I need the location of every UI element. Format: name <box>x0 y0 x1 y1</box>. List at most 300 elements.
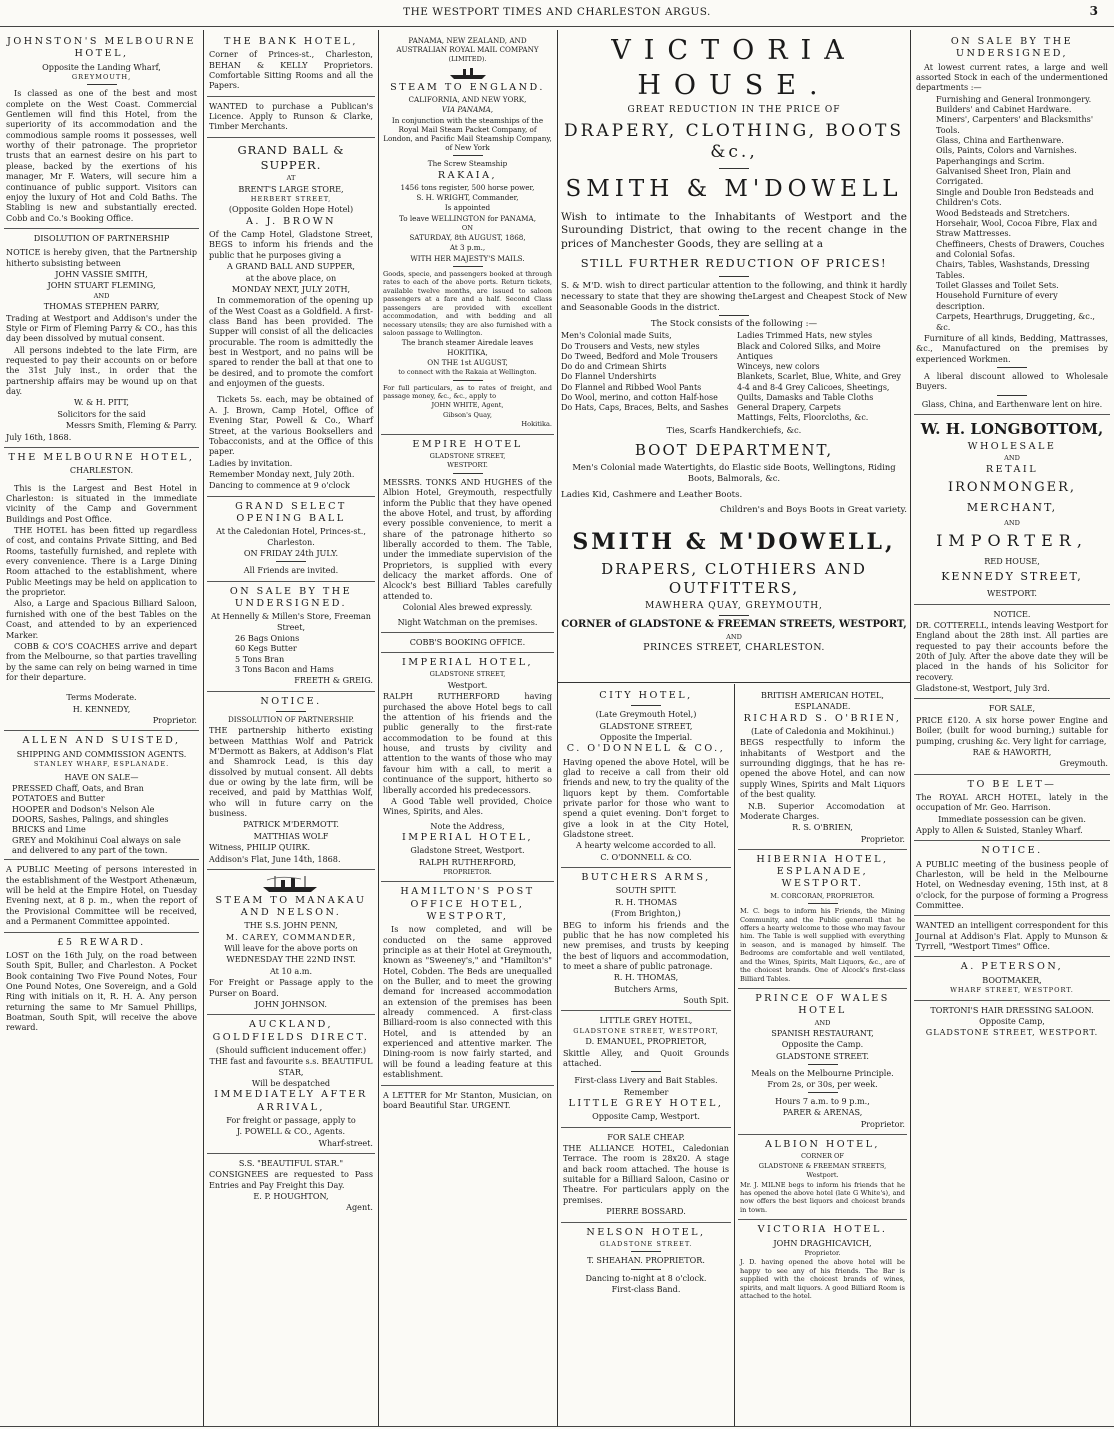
ad-text: A GRAND BALL AND SUPPER, <box>227 261 355 272</box>
bank-hotel-ad <box>207 32 375 97</box>
ad-body: WANTED an intelligent correspondent for this Journal at Addison's Flat. Apply to Munson & Tyrrell, "Westport Times" Office. <box>916 920 1108 952</box>
ad-text: Children's and Boys Boots in Great variety. <box>719 504 907 515</box>
hamiltons-hotel-ad <box>381 882 554 1085</box>
ad-heading: S.S. "BEAUTIFUL STAR." <box>238 1157 344 1168</box>
divider <box>719 315 749 316</box>
ironmongery-sale-ad <box>914 32 1110 415</box>
ad-body: THE HOTEL has been fitted up regardless of cost, and contains Private Sitting, and Bed Rooms, tastefully furnished, and replete with every convenience. There is a Large Dining Room attached to the establishment, where Public Meetings may be held on application to the proprietor. <box>6 524 197 598</box>
ad-text: (From Brighton,) <box>611 908 681 919</box>
signature: M. CORCORAN, PROPRIETOR. <box>770 891 875 900</box>
signature: JOHN DRAGHICAVICH, <box>773 1237 872 1248</box>
goods-list <box>209 633 373 674</box>
ad-heading: ON SALE BY THE UNDERSIGNED. <box>229 585 353 609</box>
ad-body: WANTED to purchase a Publican's Licence. Apply to Runson & Clarke, Timber Merchants. <box>209 100 373 132</box>
list-item: Do do and Crimean Shirts <box>561 362 667 372</box>
ad-heading: STEAM TO MANAKAU AND NELSON. <box>215 894 367 919</box>
progress-committee-notice-ad <box>914 841 1110 916</box>
ad-heading: £5 REWARD. <box>57 936 146 948</box>
ad-text: SPANISH RESTAURANT, <box>771 1028 874 1039</box>
list-item: Do Wool, merino, and cotton Half-hose <box>561 392 718 402</box>
list-item: Do Trousers and Vests, new styles <box>561 341 700 351</box>
list-item: Do Flannel Undershirts <box>561 372 657 382</box>
ad-text: RETAIL <box>985 463 1039 475</box>
ad-body: S. & M'D. wish to direct particular attention to the following, and think it hardly necessary to state that they are showing theLargest and Cheapest Stock of New and Seasonable Goods in the district. <box>561 280 907 312</box>
ad-heading: BUTCHERS ARMS, <box>581 872 711 884</box>
reward-ad <box>4 933 199 1038</box>
signature-clients: Messrs Smith, Fleming & Parry. <box>65 420 197 431</box>
divider <box>87 479 117 480</box>
empire-hotel-ad <box>381 435 554 633</box>
ad-heading: LITTLE GREY HOTEL, <box>568 1098 724 1110</box>
ad-address: WHARF STREET, WESTPORT. <box>950 986 1074 995</box>
auckland-goldfields-ad <box>207 1015 375 1154</box>
steam-manakau-ad <box>207 870 375 1015</box>
ad-text: BRENT'S LARGE STORE, <box>238 183 344 194</box>
little-grey-hotel-ad <box>561 1011 731 1127</box>
ad-text: The branch steamer Airedale leaves HOKITIKA, <box>401 338 534 357</box>
signature: H. KENNEDY, <box>72 703 131 714</box>
ad-body: BEG to inform his friends and the public that he has now completed his new premises, and trusts by keeping the best of liquors and accommodation, to meet a share of public patronage. <box>563 919 729 971</box>
list-item: Glass, China and Earthenware. <box>936 135 1064 146</box>
ad-address: CORNER of GLADSTONE & FREEMAN STREETS, WESTPORT, <box>561 619 907 631</box>
ad-text: Apply to Allen & Suisted, Stanley Wharf. <box>916 824 1083 835</box>
list-item: POTATOES and Butter <box>12 793 105 804</box>
ad-text: (LIMITED). <box>448 55 487 64</box>
ad-heading: IMMEDIATELY AFTER ARRIVAL, <box>214 1089 368 1113</box>
ad-body: At lowest current rates, a large and well assorted Stock in each of the undermentioned departments :— <box>916 61 1108 93</box>
ad-heading: COBB'S BOOKING OFFICE. <box>409 636 526 647</box>
signature-role: Proprietor. <box>860 1118 905 1129</box>
list-item: HOOPER and Dodson's Nelson Ale <box>12 803 155 814</box>
list-item: Cheffineers, Chests of Drawers, Couches and Colonial Sofas. <box>936 238 1105 259</box>
ad-text: Ladies Kid, Cashmere and Leather Boots. <box>561 489 743 500</box>
ad-body: Goods, specie, and passengers booked at through rates to each of the above ports. Return tickets, available twelve months, are issued to saloon passengers at a fare and a half. Second Class passengers are provided with excellent accommodation, and with bedding and all necessary utensils; they are also furnished with a saloon passage to Wellington. <box>383 269 552 337</box>
ad-place: Hokitika. <box>521 420 552 429</box>
nelson-hotel-ad <box>561 1223 731 1300</box>
bakers-dissolution-ad <box>207 692 375 870</box>
ad-heading: JOHNSTON'S MELBOURNE HOTEL, <box>7 36 196 60</box>
divider <box>453 266 483 267</box>
partner-name: JOHN STUART FLEMING, <box>47 280 156 291</box>
column-2 <box>207 32 375 1424</box>
ad-body: Meals on the Melbourne Principle. From 2s, or 30s, per week. <box>751 1068 894 1089</box>
conjunction: AND <box>93 291 110 300</box>
ad-body: For Freight or Passage apply to the Purser on Board. <box>209 977 373 998</box>
stock-list-ladies <box>737 331 907 423</box>
ad-text: CALIFORNIA, AND NEW YORK, <box>408 95 527 105</box>
ad-address: KENNEDY STREET, <box>941 570 1083 584</box>
ad-heading: DRAPERS, CLOTHIERS AND OUTFITTERS, <box>601 560 867 598</box>
ad-heading: LITTLE GREY HOTEL, <box>599 1015 693 1026</box>
ad-text: Opposite Camp, <box>979 1015 1045 1026</box>
witness: Witness, PHILIP QUIRK. <box>209 842 311 853</box>
signature: JOHN JOHNSON. <box>255 998 327 1009</box>
list-item: 4-4 and 8-4 Grey Calicoes, Sheetings, <box>737 382 890 392</box>
ad-text: WHOLESALE <box>967 441 1057 453</box>
ad-subheading: Opposite the Landing Wharf, <box>42 61 161 72</box>
signature: PARER & ARENAS, <box>782 1107 863 1118</box>
page-header <box>0 0 1114 27</box>
butchers-arms-ad <box>561 868 731 1011</box>
list-item: Horsehair, Wool, Cocoa Fibre, Flax and Straw Mattresses. <box>936 217 1098 239</box>
ad-text: THE fast and favourite s.s. BEAUTIFUL STAR, <box>209 1056 373 1077</box>
ad-address: PRINCES STREET, CHARLESTON. <box>643 642 825 654</box>
ad-text: at the above place, on <box>245 272 337 283</box>
list-item: BRICKS and Lime <box>12 824 86 835</box>
ad-text: M. CAREY, COMMANDER, <box>225 931 357 942</box>
section-rule <box>557 682 910 683</box>
ad-heading: IMPERIAL HOTEL, <box>402 831 533 843</box>
partner-name: THOMAS STEPHEN PARRY, <box>43 301 160 312</box>
ad-body: Mr. J. MILNE begs to inform his friends that he has opened the above hotel (late G White's), and now offers the best liquors and choicest brands in town. <box>740 1180 905 1214</box>
ad-place: ESPLANADE. <box>794 701 851 712</box>
ad-body: CONSIGNEES are requested to Pass Entries and Pay Freight this Day. <box>209 1169 373 1190</box>
list-item: Do Flannel and Ribbed Wool Pants <box>561 382 702 392</box>
ad-body: Corner of Princes-st., Charleston, BEHAN & KELLY Proprietors. Comfortable Sitting Rooms and all the Papers. <box>209 49 373 91</box>
for-sale-cheap-ad <box>561 1128 731 1223</box>
ad-body: BEGS respectfully to inform the inhabitants of Westport and the surrounding diggings, that he has re-opened the above Hotel, and can now supply Wines, Spirits and Malt Liquors of the best quality. <box>740 737 905 800</box>
list-item: 5 Tons Bran <box>235 653 285 664</box>
british-american-hotel-ad <box>738 686 907 850</box>
ad-name: C. O'DONNELL & CO., <box>566 743 726 755</box>
column-rule <box>557 30 558 1426</box>
divider <box>453 473 483 474</box>
ad-place: Greymouth. <box>1059 758 1108 769</box>
list-item: Do Hats, Caps, Braces, Belts, and Sashes <box>561 403 729 413</box>
ad-text: Dancing to-night at 8 o'clock. <box>585 1272 707 1283</box>
ad-heading: THE MELBOURNE HOTEL, <box>8 451 195 463</box>
ad-address: GLADSTONE STREET, <box>429 451 506 460</box>
ad-heading: BOOT DEPARTMENT, <box>634 441 834 460</box>
ad-heading: VICTORIA HOTEL. <box>757 1224 888 1236</box>
divider <box>87 84 117 85</box>
imperial-hotel-ad <box>381 653 554 882</box>
ad-place: WESTPORT. <box>447 461 488 470</box>
ad-body: Furniture of all kinds, Bedding, Mattrasses, &c., Manufactured on the premises by experienced Workmen. <box>916 332 1108 364</box>
longbottom-ad <box>914 415 1110 605</box>
ad-heading: NELSON HOTEL, <box>586 1226 706 1238</box>
ad-text: (Should sufficient inducement offer.) <box>215 1044 367 1055</box>
ad-text: Opposite the Camp. <box>781 1039 864 1050</box>
ad-text: Opposite the Imperial. <box>599 731 693 742</box>
ad-date: SATURDAY, 8th AUGUST, 1868, <box>409 233 526 243</box>
ad-body: The ROYAL ARCH HOTEL, lately in the occupation of Mr. Geo. Harrison. <box>916 791 1108 813</box>
ad-heading: IMPERIAL HOTEL, <box>402 657 533 669</box>
city-hotel-ad <box>561 686 731 868</box>
peterson-bootmaker-ad <box>914 957 1110 1000</box>
ad-body: Trading at Westport and Addison's under the Style or Firm of Fleming Parry & CO., has this day been dissolved by mutual consent. <box>6 312 197 344</box>
signature: RAE & HAWORTH, <box>972 746 1052 757</box>
ad-text: ON <box>461 223 474 232</box>
ad-text: The Screw Steamship <box>427 159 508 169</box>
ad-heading: MERCHANT, <box>966 500 1058 514</box>
ad-heading: GRAND SELECT OPENING BALL <box>235 500 347 524</box>
list-item: Blankets, Scarlet, Blue, White, and Grey <box>737 372 901 382</box>
list-item: Men's Colonial made Suits, <box>561 331 672 341</box>
ad-body: A LETTER for Mr Stanton, Musician, on board Beautiful Star. URGENT. <box>383 1089 552 1110</box>
ad-body: RALPH RUTHERFORD having purchased the above Hotel begs to call the attention of his friends and the public generally to the first-rate accommodation to be found at this house, and trusts by civility and attention to the wants of those who may favour him with a call, to merit a continuance of the support, hitherto so liberally accorded his predecessors. <box>383 691 552 795</box>
signature: JOHN WHITE, Agent, <box>431 401 504 410</box>
list-item: Galvanised Sheet Iron, Plain and Corrigated. <box>936 166 1071 187</box>
athenaeum-meeting-ad <box>4 860 199 932</box>
ad-text: 1456 tons register, 500 horse power, <box>400 182 535 192</box>
divider <box>631 705 661 706</box>
signature: E. P. HOUGHTON, <box>253 1190 329 1201</box>
ship-name: RAKAIA, <box>437 169 498 181</box>
dissolution-ad <box>4 229 199 448</box>
ad-text: First-class Band. <box>611 1283 681 1294</box>
list-item: DOORS, Sashes, Palings, and shingles <box>12 813 169 824</box>
list-item: 26 Bags Onions <box>235 632 300 643</box>
ad-text: THE S.S. JOHN PENN, <box>244 920 338 931</box>
ad-address: GLADSTONE & FREEMAN STREETS, <box>758 1161 887 1170</box>
column-1 <box>4 32 199 1424</box>
newspaper-title: THE WESTPORT TIMES AND CHARLESTON ARGUS. <box>403 6 711 18</box>
steamship-icon <box>448 66 488 80</box>
ad-body: Men's Colonial made Watertights, do Elastic side Boots, Wellingtons, Riding Boots, Balmorals, &c. <box>572 462 896 484</box>
bottom-rule <box>0 1426 1114 1427</box>
column-4 <box>561 686 731 1424</box>
ad-address: GLADSTONE STREET, <box>599 720 693 731</box>
tortoni-saloon-ad <box>914 1001 1110 1043</box>
conjunction: AND <box>1004 454 1020 463</box>
ad-body: DR. COTTERELL, intends leaving Westport for England about the 28th inst. All parties are requested to pay their accounts before the 20th of July. After the above date they will be placed in the hands of his Solicitor for recovery. <box>916 619 1108 682</box>
divider <box>808 1064 838 1065</box>
ad-address: GLADSTONE STREET, WESTPORT. <box>925 1027 1099 1038</box>
list-item: Oils, Paints, Colors and Varnishes. <box>936 145 1077 156</box>
ad-name: R. H. THOMAS <box>614 896 678 907</box>
ad-place: WESTPORT. <box>987 588 1037 599</box>
signature: PATRICK M'DERMOTT. <box>243 819 339 830</box>
ad-text: First-class Livery and Bait Stables. <box>574 1075 718 1086</box>
list-item: Do Tweed, Bedford and Mole Trousers <box>561 351 718 361</box>
cobbs-office-ad <box>381 633 554 653</box>
albion-hotel-ad <box>738 1135 907 1220</box>
conjunction: AND <box>814 1018 831 1027</box>
ad-date: July 16th, 1868. <box>6 431 72 442</box>
ad-text: Hours 7 a.m. to 9 p.m., <box>775 1095 870 1106</box>
divider <box>719 168 749 169</box>
goods-list <box>6 783 197 856</box>
ad-date: ON THE 1st AUGUST, <box>427 357 508 367</box>
ad-body: Having opened the above Hotel, will be glad to receive a call from their old friends and new, to try the quality of the liquors kept by them. Comfortable private parlor for those who want to spend a quiet evening. Don't forget to give a look in at the City Hotel, Gladstone street. <box>563 756 729 840</box>
ad-subheading: SHIPPING AND COMMISSION AGENTS. <box>16 748 187 759</box>
ad-text: Remember <box>623 1086 669 1097</box>
ad-place: Westport. <box>806 1171 839 1180</box>
ad-text: Night Watchman on the premises. <box>397 616 538 627</box>
signature-role: Solicitors for the said <box>57 408 146 419</box>
signature: D. EMANUEL, PROPRIETOR, <box>585 1036 707 1047</box>
ad-heading: PRINCE OF WALES HOTEL <box>755 993 890 1017</box>
ad-text: A hearty welcome accorded to all. <box>576 840 716 851</box>
ad-date: MONDAY NEXT, JULY 20TH, <box>231 283 351 294</box>
ad-text: Ladies by invitation. <box>209 457 293 468</box>
ad-text: Dancing to commence at 9 o'clock <box>209 480 350 491</box>
ad-text: Ties, Scarfs Handkerchiefs, &c. <box>666 424 802 435</box>
list-item: Household Furniture of every description. <box>936 290 1058 311</box>
ad-date: WEDNESDAY THE 22ND INST. <box>226 954 356 965</box>
ad-body: Skittle Alley, and Quoit Grounds attached. <box>563 1047 729 1068</box>
ad-text: (Late Greymouth Hotel,) <box>595 709 697 720</box>
signature: R. S. O'BRIEN, <box>792 822 853 833</box>
ad-heading: IRONMONGER, <box>947 480 1077 496</box>
ad-place: GREYMOUTH, <box>71 72 132 81</box>
divider <box>631 1251 661 1252</box>
divider <box>719 615 749 616</box>
ad-body: Tickets 5s. each, may be obtained of A. J. Brown, Camp Hotel, Office of Evening Star, Powell & Co., Wharf Street, at the various Booksellers and Tobacconists, and at the Office of this paper. <box>209 394 373 457</box>
ad-text: Will leave for the above ports on <box>224 943 358 954</box>
page-number: 3 <box>1089 4 1098 18</box>
list-item: Miners', Carpenters' and Blacksmiths' Tools. <box>936 114 1094 135</box>
ad-heading: HIBERNIA HOTEL, ESPLANADE, WESTPORT. <box>756 853 889 890</box>
list-item: Single and Double Iron Bedsteads and Children's Cots. <box>936 186 1094 208</box>
column-5 <box>738 686 907 1424</box>
firm-name: SMITH & M'DOWELL, <box>572 528 896 555</box>
ad-date: Gladstone-st, Westport, July 3rd. <box>916 683 1050 694</box>
ad-heading: FOR SALE, <box>988 703 1036 714</box>
panama-mail-ad <box>381 32 554 435</box>
to-let-ad <box>914 775 1110 842</box>
ad-address: STANLEY WHARF, ESPLANADE. <box>33 760 170 769</box>
ad-name: RICHARD S. O'BRIEN, <box>743 712 902 724</box>
victoria-house-ad <box>561 32 907 682</box>
list-item: Winceys, new colors <box>737 362 820 372</box>
ad-subheading: HAVE ON SALE— <box>64 771 139 782</box>
ad-heading: AUCKLAND, GOLDFIELDS DIRECT. <box>212 1019 370 1043</box>
column-3 <box>381 32 554 1424</box>
ad-body: This is the Largest and Best Hotel in Charleston: is situated in the immediate vicinity of the Camp and Government Buildings and Post Office. <box>6 482 197 524</box>
ad-heading: GRAND BALL & SUPPER. <box>237 142 345 172</box>
departments-list <box>916 94 1108 332</box>
ad-place: Westport. <box>447 679 488 690</box>
ad-body: Wish to intimate to the Inhabitants of Westport and the Surounding District, that owing to the recent change in the prices of Manchester Goods, they are selling at a <box>561 210 907 250</box>
divider <box>453 155 483 156</box>
wanted-licence-ad <box>207 97 375 138</box>
ad-heading: STEAM TO ENGLAND. <box>390 81 545 93</box>
list-item: Quilts, Damasks and Table Cloths <box>737 392 874 402</box>
signature: RALPH RUTHERFORD, <box>419 856 516 867</box>
ad-body: LOST on the 16th July, on the road between South Spit, Buller, and Charleston. A Pocket Book containing Two Five Pound Notes, Four One Pound Notes, One Sovereign, and a Gold Ring with initials on it, R. H. A. Any person returning the same to Mr Samuel Phillips, Boatman, South Spit, will receive the above reward. <box>6 949 197 1033</box>
ad-text: At 3 p.m., <box>449 243 486 253</box>
list-item: GREY and Mokihinui Coal always on sale and delivered to any part of the town. <box>12 834 181 856</box>
ad-heading: TORTONI'S HAIR DRESSING SALOON. <box>930 1004 1094 1015</box>
ad-text: N.B. Superior Accomodation at Moderate Charges. <box>740 800 905 821</box>
ad-subheading: DISSOLUTION OF PARTNERSHIP. <box>227 714 354 724</box>
ad-place: SOUTH SPITT. <box>615 885 677 896</box>
hibernia-hotel-ad <box>738 850 907 989</box>
ad-address: Opposite Camp, Westport. <box>592 1111 700 1122</box>
ad-body: Also, a Large and Spacious Billiard Saloon, furnished with one of the best Tables on the Coast, and attended to by an experienced Marker. <box>6 598 197 640</box>
ad-heading: BRITISH AMERICAN HOTEL, <box>761 690 884 700</box>
firm-name: W. H. LONGBOTTOM, <box>920 420 1104 439</box>
ad-heading: A. PETERSON, <box>960 961 1064 973</box>
ad-text: CORNER OF <box>800 1152 845 1161</box>
list-item: Paperhangings and Scrim. <box>936 155 1045 166</box>
signature: J. POWELL & CO., Agents. <box>236 1126 346 1137</box>
signature-role: PROPRIETOR. <box>443 867 492 876</box>
ad-body: COBB & CO'S COACHES arrive and depart from the Melbourne, so that parties travelling by the same can rely on being warned in time for their departure. <box>6 640 197 682</box>
ad-text: For freight or passage, apply to <box>226 1114 356 1125</box>
divider <box>276 561 306 562</box>
ad-body: MESSRS. TONKS AND HUGHES of the Albion Hotel, Greymouth, respectfully inform the Public that they have opened the above Hotel, and trust, by affording every possible convenience, to merit a share of the patronage hitherto so liberally accorded to them. The Table, under the immediate supervision of the Proprietors, is supplied with every delicacy the market affords. One of Alcock's best Billiard Tables carefully attended to. <box>383 476 552 601</box>
conjunction: AND <box>1004 518 1020 527</box>
signature: FREETH & GREIG. <box>294 675 373 686</box>
ad-heading: NOTICE. <box>993 608 1031 619</box>
ad-heading: ALLEN AND SUISTED, <box>22 735 181 747</box>
ad-heading: IMPORTER, <box>936 531 1088 551</box>
ad-body: A PUBLIC Meeting of persons interested in the establishment of the Westport Athenæum, will be held at the Empire Hotel, on Tuesday Evening next, at 8 p. m., when the report of the Provisional Committee will be received, and a Permanent Committee appointed. <box>6 864 197 927</box>
ad-heading: NOTICE. <box>981 845 1043 857</box>
signature: W. & H. PITT, <box>73 397 129 408</box>
column-rule <box>378 30 379 1426</box>
divider <box>719 276 749 277</box>
engine-for-sale-ad <box>914 699 1110 774</box>
signature: C. O'DONNELL & CO. <box>600 851 692 862</box>
prince-of-wales-hotel-ad <box>738 989 907 1135</box>
wanted-correspondent-ad <box>914 916 1110 957</box>
signature: R. H. THOMAS, <box>613 972 679 983</box>
ad-heading: EMPIRE HOTEL <box>412 438 523 450</box>
onions-sale-ad <box>207 582 375 692</box>
ad-body: NOTICE is hereby given, that the Partnership hitherto subsisting between <box>6 247 197 268</box>
divider <box>631 1071 661 1072</box>
list-item: Toilet Glasses and Toilet Sets. <box>936 280 1059 291</box>
ad-text: S. H. WRIGHT, Commander, <box>416 193 519 203</box>
ad-text: In conjunction with the steamships of the Royal Mail Steam Packet Company, of London, and Pacific Mail Steamship Company, of New York <box>383 115 552 153</box>
divider <box>631 1269 661 1270</box>
beautiful-star-ad <box>207 1154 375 1218</box>
ad-text: To leave WELLINGTON for PANAMA, <box>399 213 536 223</box>
ad-text: WITH HER MAJESTY'S MAILS. <box>410 253 525 263</box>
ad-body: J. D. having opened the above hotel will be happy to see any of his friends. The Bar is supplied with the choicest brands of wines, spirits, and malt liquors. A good Billiard Room is attached to the hotel. <box>740 1258 905 1301</box>
signature-role: Proprietor. <box>152 715 197 726</box>
ad-address: MAWHERA QUAY, GREYMOUTH, <box>645 600 823 611</box>
ad-heading: DISOLUTION OF PARTNERSHIP <box>33 233 170 243</box>
victoria-hotel-ad <box>738 1220 907 1305</box>
column-rule <box>910 30 911 1426</box>
ad-terms: Terms Moderate. <box>66 692 137 703</box>
column-rule <box>203 30 204 1426</box>
ad-text: A liberal discount allowed to Wholesale Buyers. <box>916 370 1108 392</box>
divider <box>997 367 1027 368</box>
list-item: Ladies Trimmed Hats, new styles <box>737 331 873 341</box>
list-item: Mattings, Felts, Floorcloths, &c. <box>737 413 869 423</box>
ad-place: CHARLESTON. <box>69 465 134 476</box>
ad-text: (Opposite Golden Hope Hotel) <box>228 204 354 215</box>
conjunction: AND <box>726 632 742 641</box>
grand-ball-ad <box>207 138 375 497</box>
signature-role: Proprietor. <box>860 833 905 844</box>
divider <box>808 903 838 904</box>
signature: MATTHIAS WOLF <box>253 830 329 841</box>
column-rule <box>734 684 735 1426</box>
letter-notice-ad <box>381 1086 554 1116</box>
stock-list-mens <box>561 331 731 423</box>
ad-address: Wharf-street. <box>318 1137 373 1148</box>
column-6 <box>914 32 1110 1424</box>
divider <box>997 395 1027 396</box>
list-item: Furnishing and General Ironmongery. <box>936 93 1092 104</box>
ad-date: ON FRIDAY 24th JULY. <box>243 547 339 558</box>
ad-name: A. J. BROWN <box>245 215 337 227</box>
ad-text: to connect with the Rakaia at Wellington. <box>398 368 537 377</box>
ad-text: Remember Monday next, July 20th. <box>209 468 355 479</box>
list-item: Wood Bedsteads and Stretchers. <box>936 207 1070 218</box>
ad-body: A PUBLIC meeting of the business people of Charleston, will be held in the Melbourne Hotel, on Wednesday evening, 15th inst, at 8 o'clock, for the purpose of forming a Progress Committee. <box>916 858 1108 911</box>
ad-heading: PANAMA, NEW ZEALAND, AND AUSTRALIAN ROYAL MAIL COMPANY <box>396 36 539 55</box>
ad-heading: FOR SALE CHEAP. <box>607 1131 685 1142</box>
ad-heading: STILL FURTHER REDUCTION OF PRICES! <box>580 256 888 271</box>
